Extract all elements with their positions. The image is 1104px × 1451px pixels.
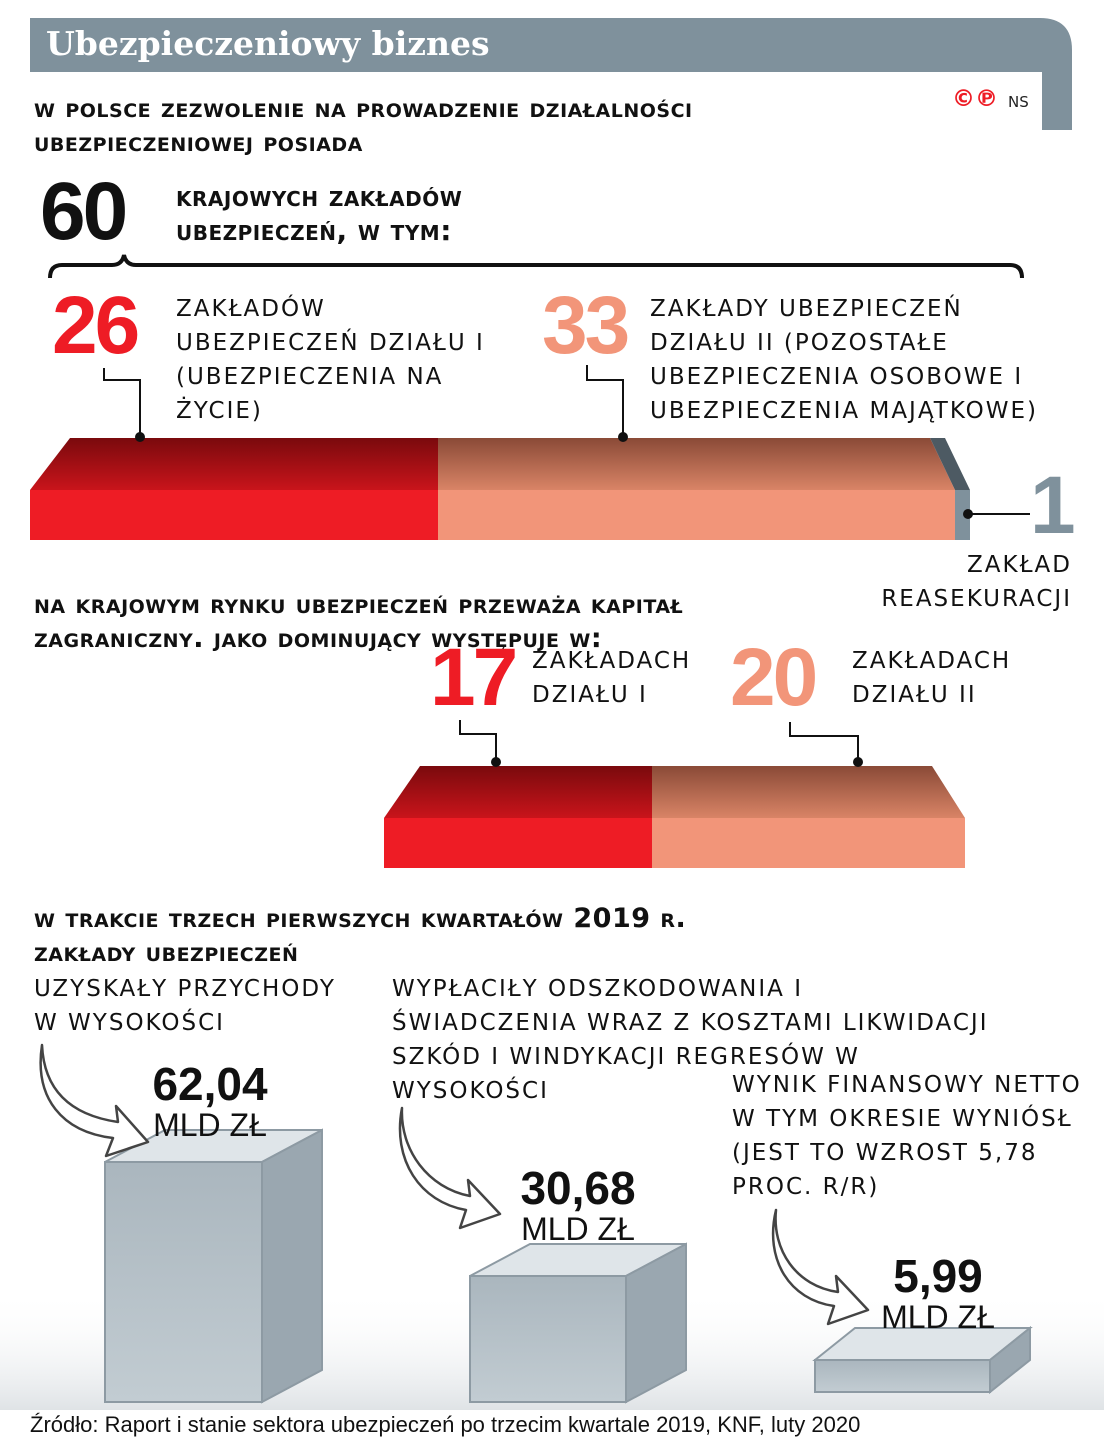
section2-heading: na krajowym rynku ubezpieczeń przeważa kapitał zagraniczny. jako dominujący występuje w: — [34, 589, 684, 654]
section3-heading-line1: w trakcie trzech pierwszych kwartałów 2019 r. — [34, 903, 687, 934]
bar-chart-licences — [30, 438, 970, 540]
bar2-seg-dzial2 — [652, 818, 965, 868]
dzial1-count: 26 — [52, 280, 138, 371]
author-initials: NS — [1008, 93, 1029, 111]
total-label: krajowych zakładów ubezpieczeń, w tym: — [176, 180, 463, 247]
foreign-dzial2-label: ZAKŁADACH DZIAŁU II — [852, 648, 1012, 708]
dzial1-label: ZAKŁADÓW UBEZPIECZEŃ DZIAŁU I (UBEZPIECZENIA NA ŻYCIE) — [176, 296, 485, 424]
bar2-seg-dzial1-top — [384, 766, 652, 818]
total-bracket — [50, 255, 1022, 278]
connector-20 — [790, 722, 858, 762]
revenue-amount: 62,04 — [152, 1058, 268, 1110]
foreign-dzial1-count: 17 — [430, 632, 516, 723]
box-claims — [470, 1244, 686, 1402]
reinsurance-label-line2: REASEKURACJI — [881, 586, 1072, 612]
claims-amount: 30,68 — [520, 1162, 636, 1214]
section1-heading: w polsce zezwolenie na prowadzenie działalności ubezpieczeniowej posiada — [34, 93, 693, 158]
revenue-unit: MLD ZŁ — [153, 1107, 267, 1143]
box-revenue — [105, 1130, 322, 1402]
bar-chart-foreign-capital — [384, 766, 965, 868]
reinsurance-count: 1 — [1030, 460, 1073, 551]
bar1-seg-dzial2-top — [438, 438, 955, 490]
foreign-dzial1-label: ZAKŁADACH DZIAŁU I — [532, 648, 692, 708]
source-note: Źródło: Raport i stanie sektora ubezpieczeń po trzecim kwartale 2019, KNF, luty 2020 — [30, 1412, 861, 1437]
bar2-seg-dzial2-top — [652, 766, 965, 818]
reinsurance-label-line1: ZAKŁAD — [967, 552, 1072, 578]
claims-value — [458, 1164, 698, 1246]
claims-unit: MLD ZŁ — [521, 1211, 635, 1247]
bar1-seg-dzial1 — [30, 490, 438, 540]
bar2-seg-dzial1 — [384, 818, 652, 868]
net-result-unit: MLD ZŁ — [881, 1299, 995, 1335]
foreign-dzial2-count: 20 — [730, 632, 816, 723]
bar1-seg-dzial2 — [438, 490, 955, 540]
revenue-label: UZYSKAŁY PRZYCHODY W WYSOKOŚCI — [34, 976, 336, 1036]
connector-33 — [587, 365, 623, 437]
section3-heading-line2: zakłady ubezpieczeń — [34, 937, 299, 968]
revenue-value — [90, 1060, 330, 1142]
net-result-value — [818, 1252, 1058, 1334]
box-net-result — [815, 1328, 1030, 1392]
net-result-label: WYNIK FINANSOWY NETTO W TYM OKRESIE WYNIÓSŁ (JEST TO WZROST 5,78 PROC. R/R) — [732, 1072, 1082, 1200]
dzial2-count: 33 — [542, 280, 628, 371]
connector-17 — [460, 720, 496, 762]
page-title: Ubezpieczeniowy biznes — [46, 24, 490, 63]
bar1-seg-dzial1-top — [30, 438, 438, 490]
claims-label: WYPŁACIŁY ODSZKODOWANIA I ŚWIADCZENIA WRAZ Z KOSZTAMI LIKWIDACJI SZKÓD I WINDYKACJI REGRESÓW W WYSOKOŚCI — [392, 976, 989, 1104]
copyright-logo-icon: ©℗ — [952, 86, 998, 112]
dzial2-label: ZAKŁADY UBEZPIECZEŃ DZIAŁU II (POZOSTAŁE UBEZPIECZENIA OSOBOWE I UBEZPIECZENIA MAJĄTKOWE) — [650, 296, 1039, 424]
net-result-amount: 5,99 — [893, 1250, 983, 1302]
total-value: 60 — [40, 166, 126, 257]
connector-26 — [104, 368, 140, 437]
